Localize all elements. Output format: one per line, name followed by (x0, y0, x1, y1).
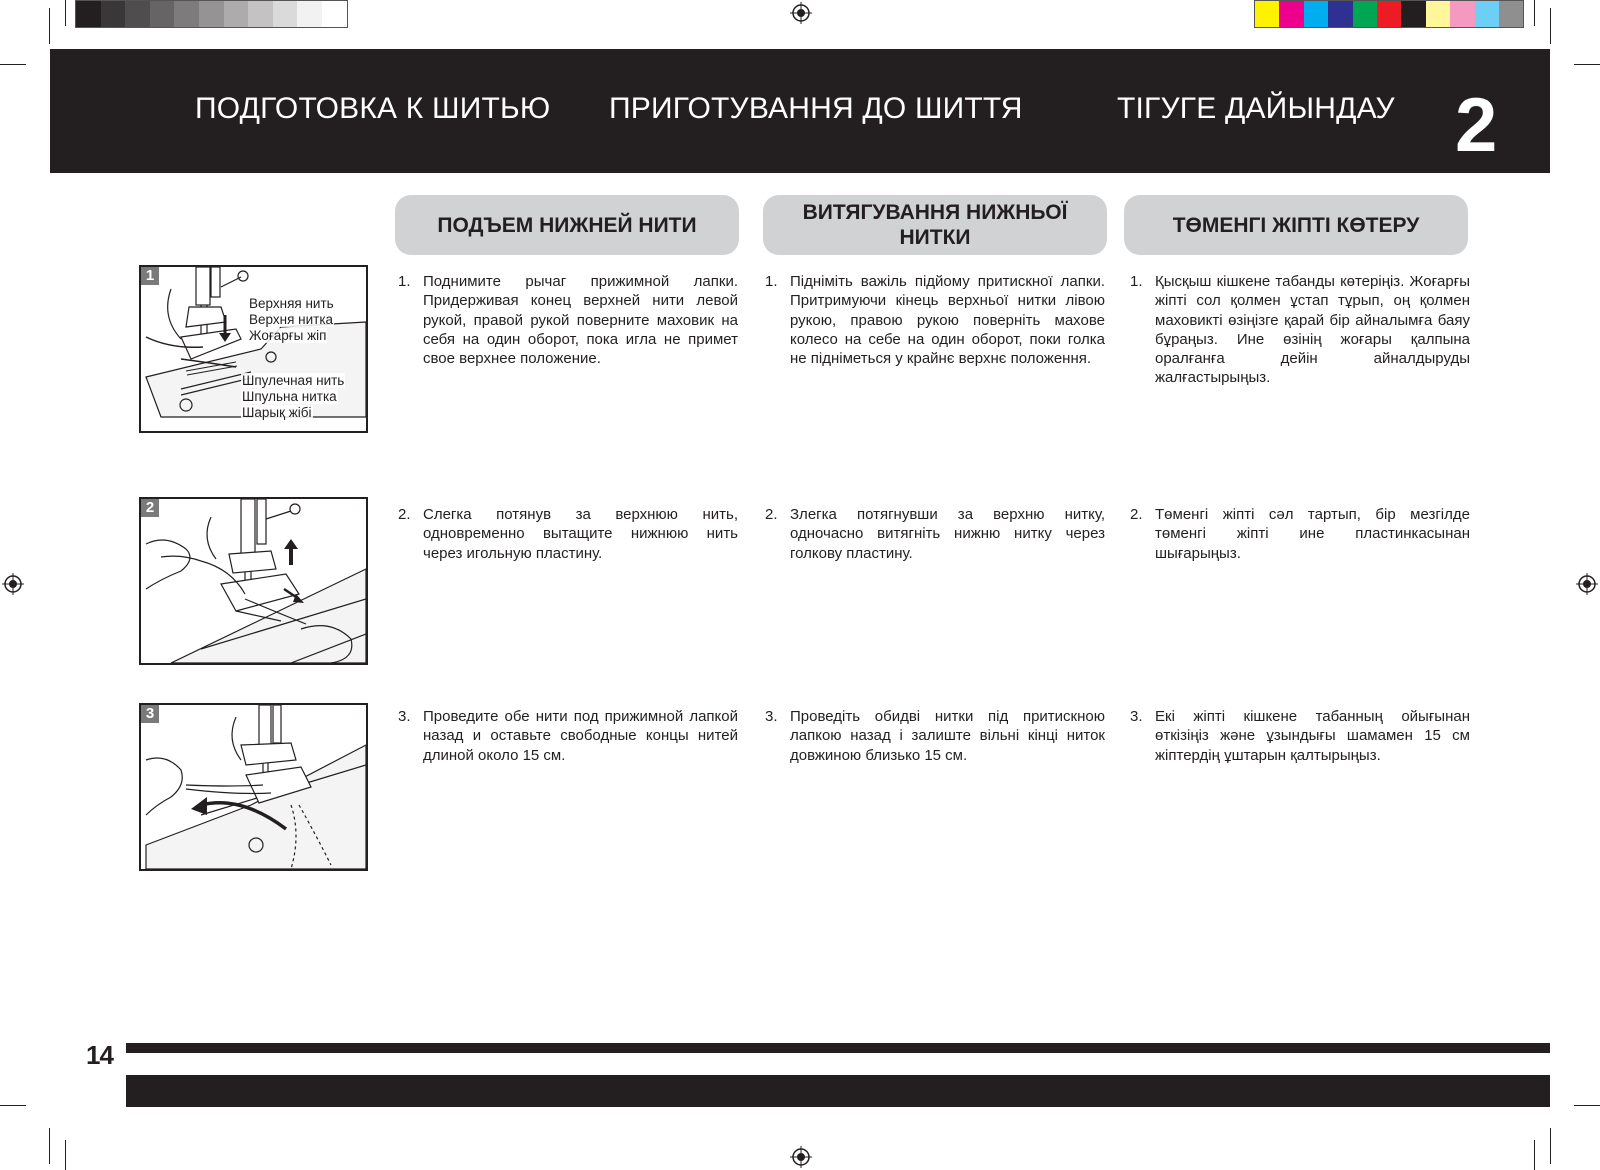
step-1-uk (765, 272, 1105, 368)
color-swatch (1255, 1, 1279, 27)
figure-number: 3 (141, 705, 159, 723)
crop-mark (1574, 1105, 1600, 1106)
color-swatch (1304, 1, 1328, 27)
registration-mark-icon (2, 573, 24, 595)
step-text: Підніміть важіль підйому притискної лапки. Притримуючи кінець верхньої нитки лівою рукою, правою рукою поверніть махове колесо на себе на один оборот, поки голка не підніметься у крайнє верхнє положення. (790, 273, 1105, 368)
crop-mark (1550, 1128, 1551, 1164)
header-title-uk: ПРИГОТУВАННЯ ДО ШИТТЯ (609, 92, 1023, 125)
color-swatch (1377, 1, 1401, 27)
step-text: Төменгі жіпті сәл тартып, бір мезгілде төменгі жіпті ине пластинкасынан шығарыңыз. (1155, 506, 1470, 562)
step-number: 2. (765, 506, 778, 523)
section-heading-ru: ПОДЪЕМ НИЖНЕЙ НИТИ (395, 195, 739, 255)
color-swatch (174, 1, 199, 27)
color-swatch (297, 1, 322, 27)
threads-behind-foot-illustration (141, 705, 366, 869)
section-heading-uk (763, 195, 1107, 255)
registration-mark-icon (790, 2, 812, 24)
step-number: 1. (765, 273, 778, 290)
color-swatch (1475, 1, 1499, 27)
footer-band (126, 1075, 1550, 1107)
step-text: Проведите обе нити под прижимной лапкой назад и оставьте свободные концы нитей длиной около 15 см. (423, 708, 738, 764)
figure-2 (139, 497, 368, 665)
step-1-ru (398, 272, 738, 368)
step-number: 3. (1130, 708, 1143, 725)
step-text: Қысқыш кішкене табанды көтеріңіз. Жоғарғы жіпті сол қолмен ұстап тұрып, оң қолмен маховикті өзіңізге қарай бір айналымға баяу бұраңыз. Ине өзінің жоғары қалпына оралғанға дейін айналдыруды жалғастырыңыз. (1155, 273, 1470, 387)
crop-mark (0, 64, 26, 65)
step-number: 1. (1130, 273, 1143, 290)
step-text: Поднимите рычаг прижимной лапки. Придерживая конец верхней нити левой рукой, правой рукой поверните маховик на себя на один оборот, пока игла не примет свое верхнее положение. (423, 273, 738, 368)
step-text: Екі жіпті кішкене табанның ойығынан өткізіңіз және ұзындығы шамамен 15 см жіптердің ұштарын қалтырыңыз. (1155, 708, 1470, 764)
color-swatch (125, 1, 150, 27)
step-number: 3. (398, 708, 411, 725)
chapter-number: 2 (1455, 83, 1498, 168)
step-2-ru (398, 505, 738, 563)
label-upper-thread-uk: Верхня нитка (249, 312, 334, 327)
figure-3 (139, 703, 368, 871)
step-number: 2. (1130, 506, 1143, 523)
step-1-kk (1130, 272, 1470, 388)
step-number: 1. (398, 273, 411, 290)
crop-mark (0, 1105, 26, 1106)
color-swatch (322, 1, 347, 27)
registration-mark-icon (1576, 573, 1598, 595)
crop-mark (1574, 64, 1600, 65)
crop-mark (65, 1140, 66, 1170)
step-number: 3. (765, 708, 778, 725)
pull-bobbin-thread-illustration (141, 499, 366, 663)
crop-mark (49, 8, 50, 44)
color-swatch (248, 1, 273, 27)
step-3-kk (1130, 707, 1470, 765)
label-upper-thread-ru: Верхняя нить (249, 296, 334, 311)
figure-number: 1 (141, 267, 159, 285)
step-2-uk (765, 505, 1105, 563)
step-2-kk (1130, 505, 1470, 563)
crop-mark (65, 0, 66, 26)
step-text: Слегка потянув за верхнюю нить, одновременно вытащите нижнюю нить через игольную пластину. (423, 506, 738, 562)
section-heading-uk-text: ВИТЯГУВАННЯ НИЖНЬОЇ НИТКИ (802, 201, 1068, 249)
step-3-uk (765, 707, 1105, 765)
crop-mark (49, 1128, 50, 1164)
header-title-kk: ТІГУГЕ ДАЙЫНДАУ (1117, 92, 1395, 125)
color-swatch (224, 1, 249, 27)
color-swatch (1401, 1, 1425, 27)
color-swatch (273, 1, 298, 27)
color-swatch (1353, 1, 1377, 27)
step-text: Злегка потягнувши за верхню нитку, одночасно витягніть нижню нитку через голкову пластину. (790, 506, 1105, 562)
color-swatch (1279, 1, 1303, 27)
page-number: 14 (86, 1040, 113, 1070)
registration-mark-icon (790, 1146, 812, 1168)
color-swatch (101, 1, 126, 27)
color-swatch (199, 1, 224, 27)
step-3-ru (398, 707, 738, 765)
color-calibration-bar (1254, 0, 1524, 28)
step-number: 2. (398, 506, 411, 523)
figure-1 (139, 265, 368, 433)
figure-number: 2 (141, 499, 159, 517)
section-heading-kk: ТӨМЕНГІ ЖІПТІ КӨТЕРУ (1124, 195, 1468, 255)
header-title-ru: ПОДГОТОВКА К ШИТЬЮ (195, 92, 551, 125)
color-swatch (1499, 1, 1523, 27)
grayscale-calibration-bar (75, 0, 348, 28)
color-swatch (1450, 1, 1474, 27)
crop-mark (1534, 1140, 1535, 1170)
color-swatch (76, 1, 101, 27)
crop-mark (1550, 8, 1551, 44)
step-text: Проведіть обидві нитки під притискною лапкою назад і залиште вільні кінці ниток довжиною близько 15 см. (790, 708, 1105, 764)
label-bobbin-thread-ru: Шпулечная нить (242, 373, 345, 388)
footer-rule (126, 1043, 1550, 1053)
label-bobbin-thread-kk: Шарық жібі (242, 405, 312, 420)
label-upper-thread-kk: Жоғарғы жіп (249, 328, 327, 343)
color-swatch (150, 1, 175, 27)
color-swatch (1328, 1, 1352, 27)
color-swatch (1426, 1, 1450, 27)
label-bobbin-thread-uk: Шпульна нитка (242, 389, 337, 404)
crop-mark (1534, 0, 1535, 26)
